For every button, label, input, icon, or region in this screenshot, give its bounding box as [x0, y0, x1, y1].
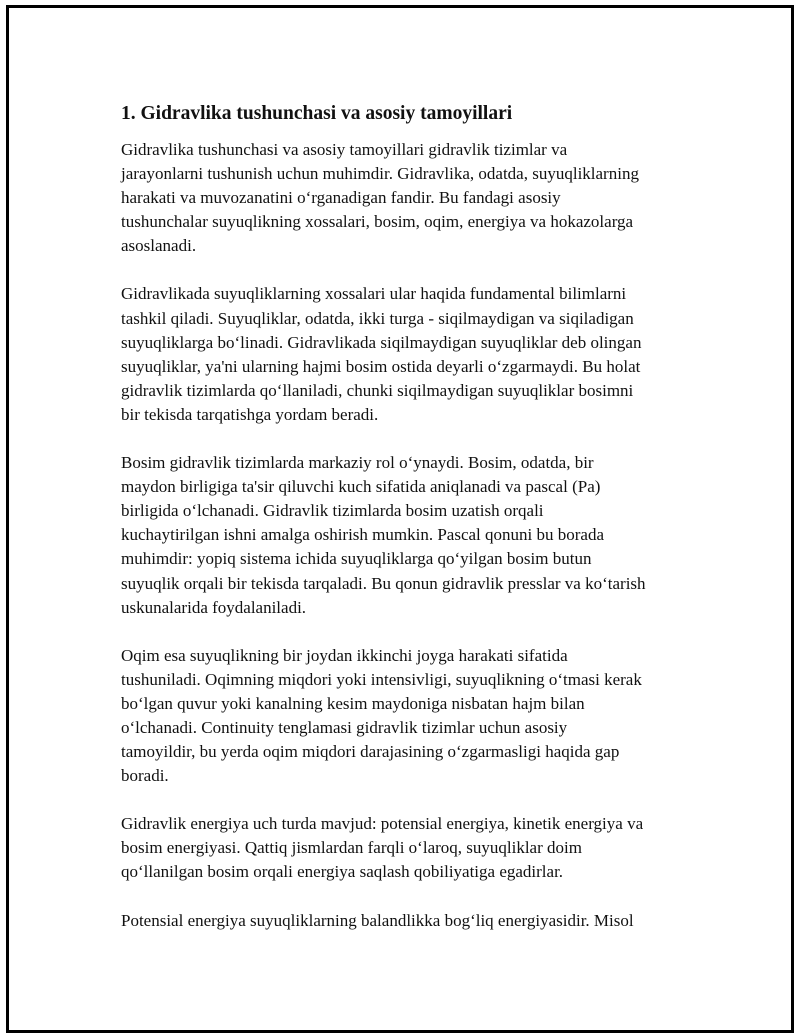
text-line: bosim energiyasi. Qattiq jismlardan farqli o‘laroq, suyuqliklar doim [121, 838, 582, 858]
section-heading: 1. Gidravlika tushunchasi va asosiy tamoyillari [121, 103, 513, 124]
text-line: qo‘llanilgan bosim orqali energiya saqlash qobiliyatiga egadirlar. [121, 862, 564, 882]
text-line: suyuqlik orqali bir tekisda tarqaladi. Bu qonun gidravlik presslar va ko‘tarish [121, 573, 646, 593]
text-line: Gidravlika tushunchasi va asosiy tamoyillari gidravlik tizimlar va [121, 140, 568, 159]
text-line: suyuqliklarga bo‘linadi. Gidravlikada siqilmaydigan suyuqliklar deb olingan [121, 332, 642, 352]
text-line: bir tekisda tarqatishga yordam beradi. [121, 404, 379, 424]
text-line: tamoyildir, bu yerda oqim miqdori darajasining o‘zgarmasligi haqida gap [121, 742, 620, 762]
paragraph-1 [121, 138, 711, 258]
text-line: jarayonlarni tushunish uchun muhimdir. Gidravlika, odatda, suyuqliklarning [121, 164, 639, 184]
text-line: Gidravlikada suyuqliklarning xossalari ular haqida fundamental bilimlarni [121, 284, 627, 304]
text-line: o‘lchanadi. Continuity tenglamasi gidravlik tizimlar uchun asosiy [121, 717, 568, 737]
paragraph-4 [121, 644, 711, 789]
text-line: Gidravlik energiya uch turda mavjud: potensial energiya, kinetik energiya va [121, 814, 644, 834]
text-line: birligida o‘lchanadi. Gidravlik tizimlarda bosim uzatish orqali [121, 501, 544, 521]
text-line: suyuqliklar, ya'ni ularning hajmi bosim ostida deyarli o‘zgarmaydi. Bu holat [121, 356, 641, 376]
page-frame [6, 5, 794, 1033]
paragraph-6 [121, 909, 711, 933]
text-line: tushuniladi. Oqimning miqdori yoki intensivligi, suyuqlikning o‘tmasi kerak [121, 669, 642, 689]
text-line: asoslanadi. [121, 236, 197, 256]
text-line: Oqim esa suyuqlikning bir joydan ikkinchi joyga harakati sifatida [121, 645, 568, 665]
text-line: maydon birligiga ta'sir qiluvchi kuch sifatida aniqlanadi va pascal (Pa) [121, 477, 601, 497]
text-line: uskunalarida foydalaniladi. [121, 597, 307, 617]
text-line: boradi. [121, 766, 169, 786]
text-line: Bosim gidravlik tizimlarda markaziy rol o‘ynaydi. Bosim, odatda, bir [121, 453, 594, 473]
text-line: tashkil qiladi. Suyuqliklar, odatda, ikki turga - siqilmaydigan va siqiladigan [121, 308, 634, 328]
text-line: bo‘lgan quvur yoki kanalning kesim maydoniga nisbatan hajm bilan [121, 693, 585, 713]
text-line: harakati va muvozanatini o‘rganadigan fandir. Bu fandagi asosiy [121, 188, 561, 208]
paragraph-2 [121, 282, 711, 427]
paragraph-3 [121, 451, 711, 620]
text-line: muhimdir: yopiq sistema ichida suyuqliklarga qo‘yilgan bosim butun [121, 549, 592, 569]
document-body [121, 100, 711, 957]
text-line: Potensial energiya suyuqliklarning balandlikka bog‘liq energiyasidir. Misol [121, 910, 634, 930]
paragraph-5 [121, 812, 711, 884]
text-line: tushunchalar suyuqlikning xossalari, bosim, oqim, energiya va hokazolarga [121, 212, 634, 232]
text-line: gidravlik tizimlarda qo‘llaniladi, chunki siqilmaydigan suyuqliklar bosimni [121, 380, 634, 400]
text-line: kuchaytirilgan ishni amalga oshirish mumkin. Pascal qonuni bu borada [121, 525, 604, 545]
